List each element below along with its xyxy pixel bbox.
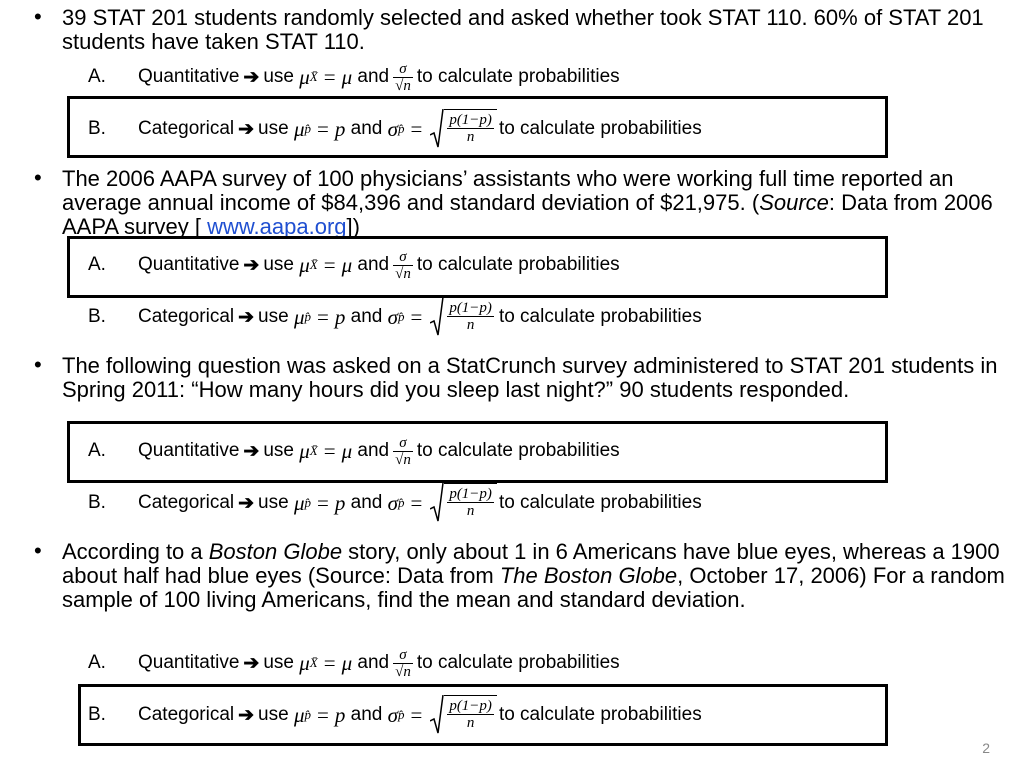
question-1-text: 39 STAT 201 students randomly selected and asked whether took STAT 110. 60% of STAT 201 students have taken STAT 110. [62, 5, 984, 54]
q3-option-a: A. Quantitative ➔ use μ X̄ = μ and $\frac{\sigma}{√n}$ to calculate probabilities [88, 434, 620, 468]
sqrt-p-one-minus-p-over-n: $\frac{p(1-p)}{n}$ [430, 109, 497, 149]
q3-option-b: B. Categorical ➔ use μ p̂ = p and σ p̂ = $\frac{p(1-p)}{n}$ to calculate probabilities [88, 478, 702, 528]
arrow-right-icon: ➔ [243, 254, 260, 276]
bullet-dot: • [34, 352, 42, 377]
aapa-link[interactable]: www.aapa.org [207, 214, 347, 239]
answer-box-q1 [67, 96, 888, 158]
arrow-right-icon: ➔ [243, 440, 260, 462]
bullet-dot: • [34, 538, 42, 563]
q2-option-b: B. Categorical ➔ use μ p̂ = p and σ p̂ = $\frac{p(1-p)}{n}$ to calculate probabilities [88, 292, 702, 342]
question-2-text: The 2006 AAPA survey of 100 physicians’ assistants who were working full time reported an average annual income of $84,396 and standard deviation of $21,975. (Source: Data from 2006 AAPA survey [ www.aapa.org]) [62, 166, 993, 239]
q4-option-a: A. Quantitative ➔ use μ X̄ = μ and $\frac{\sigma}{√n}$ to calculate probabilities [88, 646, 620, 680]
sigma-over-sqrt-n: $\frac{\sigma}{√n}$ [395, 646, 411, 680]
q1-option-b: B. Categorical ➔ use μ p̂ = p and σ p̂ = $\frac{p(1-p)}{n}$ to calculate probabilities [88, 104, 702, 154]
answer-box-q2 [67, 236, 888, 298]
sigma-over-sqrt-n: $\frac{\sigma}{√n}$ [395, 60, 411, 94]
q1-option-a: A. Quantitative ➔ use μ X̄ = μ and $\frac{\sigma}{√n}$ to calculate probabilities [88, 60, 620, 94]
sqrt-p-one-minus-p-over-n: $\frac{p(1-p)}{n}$ [430, 297, 497, 337]
sigma-over-sqrt-n: $\frac{\sigma}{√n}$ [395, 248, 411, 282]
arrow-right-icon: ➔ [238, 704, 255, 726]
arrow-right-icon: ➔ [243, 66, 260, 88]
question-4-text: According to a Boston Globe story, only about 1 in 6 Americans have blue eyes, whereas a 1900 about half had blue eyes (Source: Data from The Boston Globe, October 17, 2006) For a random sample of 100 living Americans, find the mean and standard deviation. [62, 539, 1005, 612]
answer-box-q3 [67, 421, 888, 483]
bullet-dot: • [34, 165, 42, 190]
sqrt-p-one-minus-p-over-n: $\frac{p(1-p)}{n}$ [430, 695, 497, 735]
question-3-text: The following question was asked on a StatCrunch survey administered to STAT 201 students in Spring 2011: “How many hours did you sleep last night?” 90 students responded. [62, 353, 998, 402]
q4-option-b: B. Categorical ➔ use μ p̂ = p and σ p̂ = $\frac{p(1-p)}{n}$ to calculate probabilities [88, 690, 702, 740]
answer-box-q4 [78, 684, 888, 746]
slide-number: 2 [982, 740, 990, 756]
arrow-right-icon: ➔ [238, 492, 255, 514]
sqrt-p-one-minus-p-over-n: $\frac{p(1-p)}{n}$ [430, 483, 497, 523]
q2-option-a: A. Quantitative ➔ use μ X̄ = μ and $\frac{\sigma}{√n}$ to calculate probabilities [88, 248, 620, 282]
arrow-right-icon: ➔ [238, 118, 255, 140]
arrow-right-icon: ➔ [243, 652, 260, 674]
bullet-dot: • [34, 4, 42, 29]
arrow-right-icon: ➔ [238, 306, 255, 328]
sigma-over-sqrt-n: $\frac{\sigma}{√n}$ [395, 434, 411, 468]
